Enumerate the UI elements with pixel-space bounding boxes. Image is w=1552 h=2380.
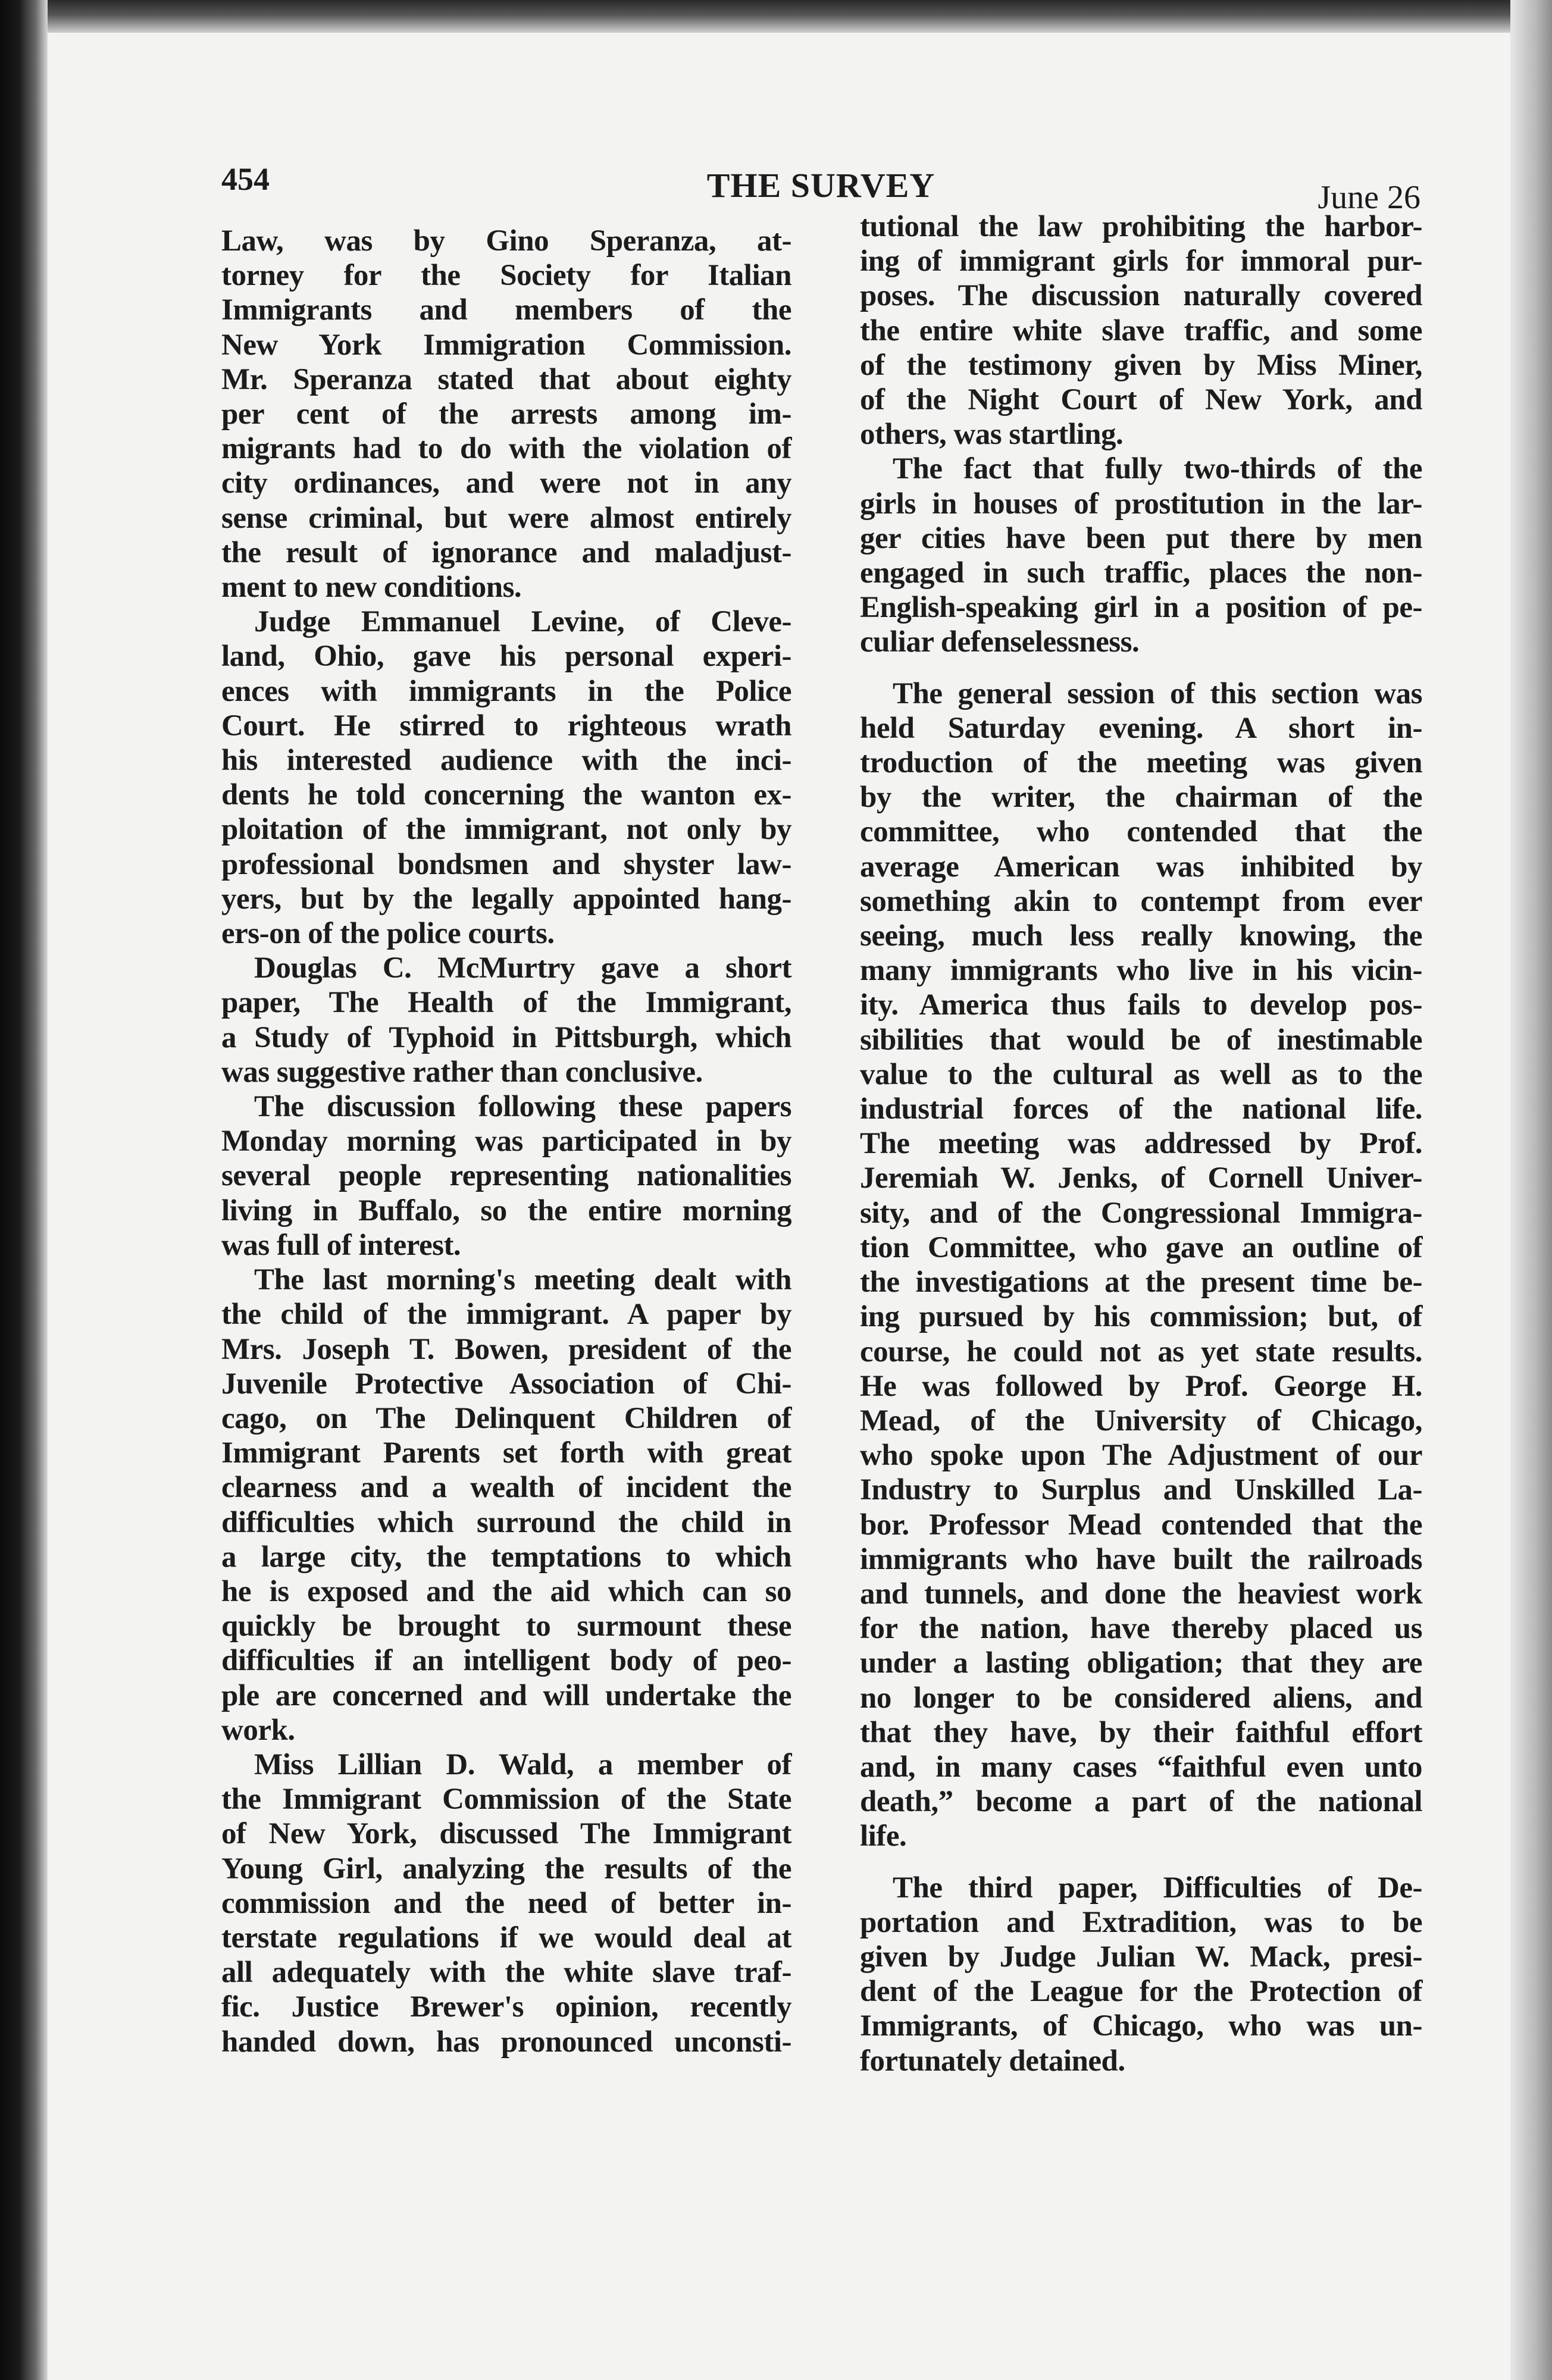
- text-line: was full of interest.: [221, 1228, 461, 1262]
- text-line: terstate regulations if we would deal at: [221, 1921, 791, 1955]
- text-line: was suggestive rather than conclusive.: [221, 1055, 703, 1089]
- text-line: fortunately detained.: [860, 2044, 1125, 2078]
- text-line: who spoke upon The Adjustment of our: [860, 1439, 1422, 1473]
- text-line: Douglas C. McMurtry gave a short: [254, 951, 791, 985]
- text-line: many immigrants who live in his vicin-: [860, 954, 1422, 988]
- left-column: [221, 224, 791, 2059]
- paragraph: [860, 677, 1422, 1854]
- text-line: Miss Lillian D. Wald, a member of: [254, 1748, 791, 1781]
- text-line: immigrants who have built the railroads: [860, 1542, 1422, 1576]
- text-line: migrants had to do with the violation of: [221, 432, 791, 466]
- text-line: life.: [860, 1820, 907, 1853]
- text-line: value to the cultural as well as to the: [860, 1057, 1422, 1091]
- text-line: Law, was by Gino Speranza, at-: [221, 224, 791, 258]
- text-line: of the testimony given by Miss Miner,: [860, 348, 1422, 382]
- text-line: portation and Extradition, was to be: [860, 1905, 1422, 1939]
- text-line: The discussion following these papers: [254, 1090, 791, 1124]
- paragraph: [221, 1748, 791, 2059]
- text-line: something akin to contempt from ever: [860, 884, 1422, 918]
- page-number: 454: [221, 161, 270, 197]
- text-line: Immigrant Parents set forth with great: [221, 1436, 791, 1470]
- text-line: course, he could not as yet state results.: [860, 1335, 1422, 1368]
- text-line: The last morning's meeting dealt with: [254, 1263, 791, 1297]
- text-line: commission and the need of better in-: [221, 1886, 791, 1920]
- text-line: Immigrants and members of the: [221, 293, 791, 327]
- text-line: Mrs. Joseph T. Bowen, president of the: [221, 1332, 791, 1366]
- text-line: ity. America thus fails to develop pos-: [860, 988, 1422, 1022]
- text-line: a large city, the temptations to which: [221, 1540, 791, 1574]
- text-line: quickly be brought to surmount these: [221, 1609, 791, 1643]
- text-line: Industry to Surplus and Unskilled La-: [860, 1473, 1422, 1507]
- text-line: Court. He stirred to righteous wrath: [221, 709, 791, 743]
- text-line: the Immigrant Commission of the State: [221, 1783, 791, 1817]
- text-line: ing pursued by his commission; but, of: [860, 1300, 1422, 1334]
- issue-date: June 26: [1318, 179, 1420, 216]
- text-line: average American was inhibited by: [860, 850, 1422, 884]
- text-line: New York Immigration Commission.: [221, 328, 791, 362]
- text-line: tion Committee, who gave an outline of: [860, 1230, 1422, 1264]
- text-line: ing of immigrant girls for immoral pur-: [860, 245, 1422, 278]
- text-line: city ordinances, and were not in any: [221, 466, 791, 500]
- text-line: all adequately with the white slave traf-: [221, 1956, 791, 1990]
- text-line: He was followed by Prof. George H.: [860, 1369, 1422, 1403]
- text-line: several people representing nationalities: [221, 1159, 791, 1193]
- scan-border-right: [1510, 0, 1552, 2380]
- text-line: of the Night Court of New York, and: [860, 383, 1422, 417]
- paragraph: [221, 1089, 791, 1263]
- text-line: poses. The discussion naturally covered: [860, 279, 1422, 313]
- scan-border-top: [0, 0, 1552, 33]
- text-line: difficulties which surround the child in: [221, 1505, 791, 1539]
- text-line: the result of ignorance and maladjust-: [221, 536, 791, 569]
- paragraph: [860, 1871, 1422, 2078]
- text-line: ment to new conditions.: [221, 571, 522, 605]
- text-line: ger cities have been put there by men: [860, 521, 1422, 555]
- text-line: English-speaking girl in a position of pe-: [860, 591, 1422, 625]
- text-line: yers, but by the legally appointed hang-: [221, 882, 791, 916]
- text-line: ences with immigrants in the Police: [221, 674, 791, 708]
- text-line: troduction of the meeting was given: [860, 746, 1422, 780]
- text-line: industrial forces of the national life.: [860, 1092, 1422, 1126]
- text-line: living in Buffalo, so the entire morning: [221, 1194, 791, 1227]
- text-line: ple are concerned and will undertake the: [221, 1678, 791, 1712]
- text-line: under a lasting obligation; that they are: [860, 1646, 1422, 1680]
- text-line: that they have, by their faithful effort: [860, 1715, 1422, 1749]
- text-line: Monday morning was participated in by: [221, 1125, 791, 1158]
- text-line: his interested audience with the inci-: [221, 744, 791, 778]
- text-line: paper, The Health of the Immigrant,: [221, 986, 791, 1020]
- text-line: death,” become a part of the national: [860, 1785, 1422, 1819]
- text-line: Jeremiah W. Jenks, of Cornell Univer-: [860, 1161, 1422, 1195]
- text-line: girls in houses of prostitution in the lar-: [860, 487, 1422, 521]
- paragraph: [221, 1263, 791, 1748]
- text-line: Mead, of the University of Chicago,: [860, 1404, 1422, 1438]
- text-line: Mr. Speranza stated that about eighty: [221, 362, 791, 396]
- scan-border-left: [0, 0, 48, 2380]
- text-line: professional bondsmen and shyster law-: [221, 847, 791, 881]
- text-line: fic. Justice Brewer's opinion, recently: [221, 1990, 791, 2024]
- text-line: held Saturday evening. A short in-: [860, 711, 1422, 745]
- text-line: of New York, discussed The Immigrant: [221, 1817, 791, 1851]
- text-line: the entire white slave traffic, and some: [860, 314, 1422, 347]
- text-line: difficulties if an intelligent body of peo-: [221, 1644, 791, 1678]
- text-line: the investigations at the present time be-: [860, 1266, 1422, 1299]
- text-line: Judge Emmanuel Levine, of Cleve-: [254, 605, 791, 639]
- text-line: cago, on The Delinquent Children of: [221, 1401, 791, 1435]
- text-line: work.: [221, 1713, 295, 1747]
- text-line: Young Girl, analyzing the results of the: [221, 1852, 791, 1886]
- text-line: engaged in such traffic, places the non-: [860, 556, 1422, 590]
- text-line: no longer to be considered aliens, and: [860, 1681, 1422, 1715]
- text-line: clearness and a wealth of incident the: [221, 1471, 791, 1505]
- text-line: others, was startling.: [860, 418, 1124, 452]
- text-line: bor. Professor Mead contended that the: [860, 1508, 1422, 1542]
- text-line: and tunnels, and done the heaviest work: [860, 1577, 1422, 1611]
- text-line: The general session of this section was: [893, 677, 1422, 710]
- text-line: dent of the League for the Protection of: [860, 1975, 1422, 2009]
- text-line: sity, and of the Congressional Immigra-: [860, 1196, 1422, 1230]
- paragraph: [221, 605, 791, 951]
- text-line: by the writer, the chairman of the: [860, 781, 1422, 815]
- paragraph: [221, 951, 791, 1089]
- text-line: Immigrants, of Chicago, who was un-: [860, 2009, 1422, 2043]
- text-line: for the nation, have thereby placed us: [860, 1612, 1422, 1646]
- text-line: The fact that fully two-thirds of the: [893, 452, 1422, 486]
- text-line: a Study of Typhoid in Pittsburgh, which: [221, 1020, 791, 1054]
- text-line: tutional the law prohibiting the harbor-: [860, 210, 1422, 243]
- text-line: Juvenile Protective Association of Chi-: [221, 1367, 791, 1401]
- text-line: The third paper, Difficulties of De-: [893, 1871, 1422, 1905]
- text-line: handed down, has pronounced unconsti-: [221, 2025, 791, 2059]
- text-line: land, Ohio, gave his personal experi-: [221, 640, 791, 674]
- text-line: torney for the Society for Italian: [221, 259, 791, 293]
- text-line: culiar defenselessness.: [860, 625, 1140, 659]
- text-line: and, in many cases “faithful even unto: [860, 1750, 1422, 1784]
- publication-title: THE SURVEY: [706, 166, 935, 205]
- paragraph: [860, 452, 1422, 659]
- text-line: dents he told concerning the wanton ex-: [221, 778, 791, 812]
- paragraph: [860, 209, 1422, 452]
- text-line: sense criminal, but were almost entirely: [221, 501, 791, 535]
- text-line: ers-on of the police courts.: [221, 917, 555, 951]
- text-line: committee, who contended that the: [860, 815, 1422, 849]
- text-line: per cent of the arrests among im-: [221, 397, 791, 431]
- right-column: [860, 209, 1422, 2078]
- text-line: sibilities that would be of inestimable: [860, 1023, 1422, 1057]
- text-line: he is exposed and the aid which can so: [221, 1574, 791, 1608]
- text-line: ploitation of the immigrant, not only by: [221, 813, 791, 847]
- text-line: given by Judge Julian W. Mack, presi-: [860, 1940, 1422, 1974]
- text-line: the child of the immigrant. A paper by: [221, 1298, 791, 1332]
- text-line: The meeting was addressed by Prof.: [860, 1127, 1422, 1161]
- paragraph: [221, 224, 791, 605]
- text-line: seeing, much less really knowing, the: [860, 919, 1422, 953]
